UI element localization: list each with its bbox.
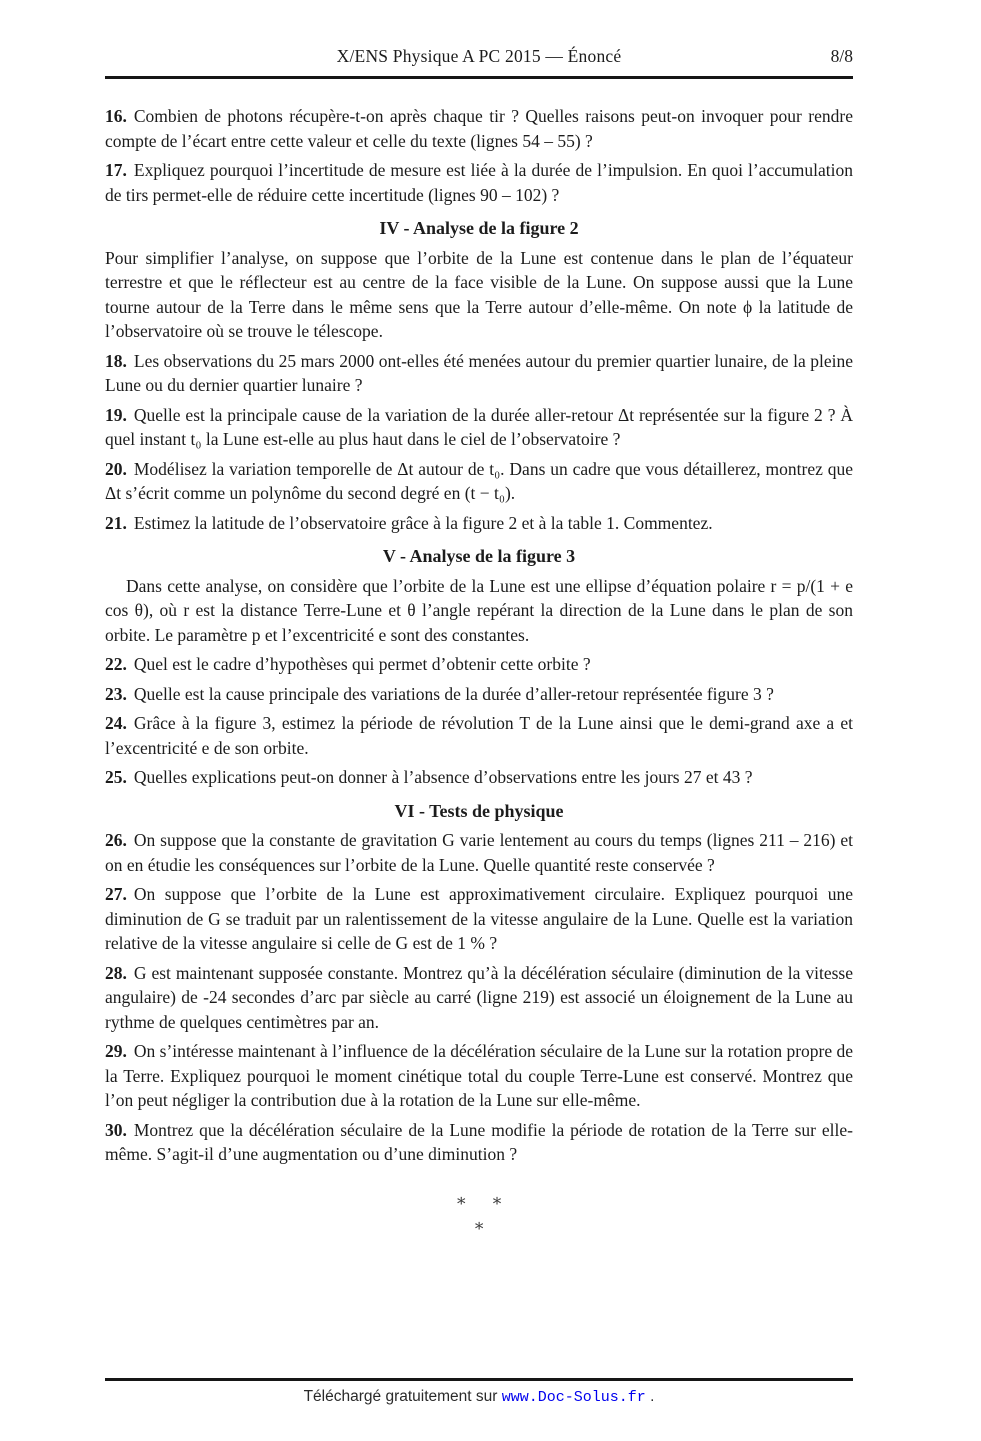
question-text: Expliquez pourquoi l’incertitude de mesure est liée à la durée de l’impulsion. En quoi l’accumulation de tirs permet-elle de réduire cette incertitude (lignes 90 – 102) ? bbox=[105, 160, 853, 205]
question-text: Quelle est la principale cause de la variation de la durée aller-retour Δt représentée sur la figure 2 ? À quel instant t₀ la Lune est-elle au plus haut dans le ciel de l’observatoire ? bbox=[105, 404, 853, 449]
doc-solus-link[interactable]: www.Doc-Solus.fr bbox=[501, 1389, 646, 1406]
question-text: Modélisez la variation temporelle de Δt autour de t₀. Dans un cadre que vous détaillerez, montrez que Δt s’écrit comme un polynôme du second degré en (t − t₀). bbox=[105, 458, 853, 503]
question-text: Quel est le cadre d’hypothèses qui permet d’obtenir cette orbite ? bbox=[133, 654, 591, 674]
question-number: 21. bbox=[105, 512, 127, 533]
page-header bbox=[105, 0, 853, 79]
footer-period: . bbox=[645, 1388, 655, 1405]
question-item bbox=[105, 1039, 853, 1113]
question-item bbox=[105, 711, 853, 760]
question-number: 18. bbox=[105, 350, 127, 371]
question-number: 24. bbox=[105, 713, 127, 733]
question-item bbox=[105, 158, 853, 207]
question-number: 30. bbox=[105, 1119, 127, 1140]
question-text: On suppose que la constante de gravitation G varie lentement au cours du temps (lignes 211 – 216) et on en étudie les conséquences sur l’orbite de la Lune. Quelle quantité reste conservée ? bbox=[105, 830, 853, 875]
question-text: Grâce à la figure 3, estimez la période de révolution T de la Lune ainsi que le demi-grand axe a et l’excentricité e de son orbite. bbox=[105, 713, 853, 758]
question-text: Estimez la latitude de l’observatoire grâce à la figure 2 et à la table 1. Commentez. bbox=[133, 512, 713, 533]
document-body bbox=[105, 79, 853, 1238]
question-number: 17. bbox=[105, 160, 127, 180]
stars-bottom-row: ∗ bbox=[473, 1215, 485, 1235]
question-text: G est maintenant supposée constante. Montrez qu’à la décélération séculaire (diminution de la vitesse angulaire) de -24 secondes d’arc par siècle au carré (ligne 219) est associé un éloignement de la Lune au rythme de quelques centimètres par an. bbox=[105, 962, 853, 1032]
question-item bbox=[105, 104, 853, 153]
question-text: Quelle est la cause principale des variations de la durée d’aller-retour représentée figure 3 ? bbox=[133, 683, 774, 704]
question-number: 20. bbox=[105, 458, 127, 479]
question-number: 16. bbox=[105, 106, 127, 126]
question-number: 25. bbox=[105, 767, 127, 787]
question-number: 29. bbox=[105, 1041, 127, 1061]
question-number: 19. bbox=[105, 404, 127, 425]
question-item bbox=[105, 349, 853, 398]
header-title: X/ENS Physique A PC 2015 — Énoncé bbox=[336, 46, 622, 66]
header-page-number: 8/8 bbox=[830, 46, 853, 66]
section-heading: VI - Tests de physique bbox=[394, 800, 564, 821]
question-text: Combien de photons récupère-t-on après chaque tir ? Quelles raisons peut-on invoquer pour rendre compte de l’écart entre cette valeur et celle du texte (lignes 54 – 55) ? bbox=[105, 106, 853, 151]
question-item bbox=[105, 882, 853, 956]
question-text: Les observations du 25 mars 2000 ont-elles été menées autour du premier quartier lunaire, de la pleine Lune ou du dernier quartier lunaire ? bbox=[105, 350, 853, 395]
question-text: Montrez que la décélération séculaire de la Lune modifie la période de rotation de la Terre sur elle-même. S’agit-il d’une augmentation ou d’une diminution ? bbox=[105, 1119, 853, 1164]
question-text: Quelles explications peut-on donner à l’absence d’observations entre les jours 27 et 43 ? bbox=[133, 767, 753, 787]
end-of-document-marker bbox=[105, 1188, 853, 1238]
page-footer bbox=[105, 1378, 853, 1406]
question-item bbox=[105, 961, 853, 1035]
question-item bbox=[105, 403, 853, 452]
body-paragraph: Pour simplifier l’analyse, on suppose que l’orbite de la Lune est contenue dans le plan de l’équateur terrestre et que le réflecteur est au centre de la face visible de la Lune. On suppose aussi que la Lune tourne autour de la Terre dans le même sens que la Terre autour d’elle-même. On note ϕ la latitude de l’observatoire où se trouve le télescope. bbox=[105, 247, 853, 341]
question-number: 27. bbox=[105, 884, 127, 904]
question-number: 23. bbox=[105, 683, 127, 704]
question-item bbox=[105, 511, 853, 536]
question-number: 22. bbox=[105, 654, 127, 674]
question-item bbox=[105, 652, 853, 677]
body-paragraph: Dans cette analyse, on considère que l’orbite de la Lune est une ellipse d’équation polaire r = p/(1 + e cos θ), où r est la distance Terre-Lune et θ l’angle repérant la direction de la Lune dans le plan de son orbite. Le paramètre p et l’excentricité e sont des constantes. bbox=[105, 575, 853, 645]
question-item bbox=[105, 457, 853, 506]
question-text: On s’intéresse maintenant à l’influence de la décélération séculaire de la Lune sur la rotation propre de la Terre. Expliquez pourquoi le moment cinétique total du couple Terre-Lune est conservé. Montrez que l’on peut négliger la contribution due à la rotation de la Lune sur elle-même. bbox=[105, 1041, 854, 1110]
question-item bbox=[105, 1118, 853, 1167]
question-number: 26. bbox=[105, 830, 127, 850]
question-text: On suppose que l’orbite de la Lune est approximativement circulaire. Expliquez pourquoi une diminution de G se traduit par un ralentissement de la vitesse angulaire de la Lune. Quelle est la variation relative de la vitesse angulaire si celle de G est de 1 % ? bbox=[105, 884, 853, 953]
question-item bbox=[105, 682, 853, 707]
header-rule bbox=[105, 76, 853, 79]
stars-top-row: ∗ ∗ bbox=[455, 1190, 503, 1210]
question-number: 28. bbox=[105, 962, 127, 983]
footer-text: Téléchargé gratuitement sur bbox=[303, 1388, 502, 1405]
section-heading: V - Analyse de la figure 3 bbox=[382, 546, 576, 566]
section-heading: IV - Analyse de la figure 2 bbox=[379, 218, 579, 238]
question-item bbox=[105, 765, 853, 790]
question-item bbox=[105, 828, 853, 877]
